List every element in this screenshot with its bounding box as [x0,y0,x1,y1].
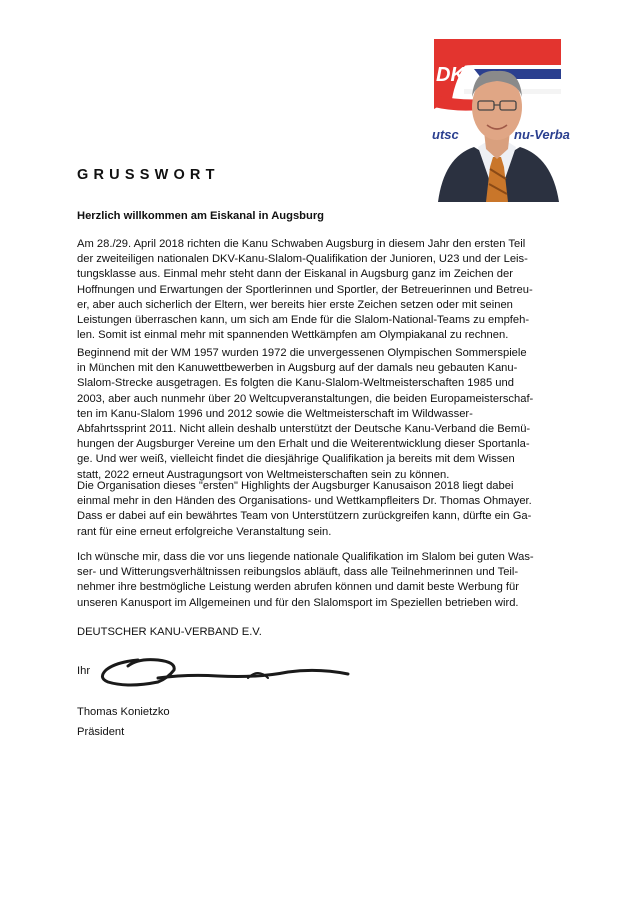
text-line: Hoffnungen und Erwartungen der Sportlerinnen und Sportler, der Betreuerinnen und Betreu- [77,283,533,296]
text-line: Abfahrtssprint 2011. Nicht allein deshalb unterstützt der Deutsche Kanu-Verband die Bemü- [77,423,531,436]
paragraph-3 [77,479,563,540]
text-line: einmal mehr in den Händen des Organisations- und Wettkampfleiters Dr. Thomas Ohmayer. [77,495,532,508]
portrait-photo [432,39,570,202]
signature-image [98,648,354,698]
text-line: Slalom-Strecke ausgetragen. Es folgten die Kanu-Slalom-Weltmeisterschaften 1985 und [77,377,514,390]
text-line: in München mit den Kanuwettbewerben in Augsburg auf der damals neu gebauten Kanu- [77,362,518,375]
text-line: Am 28./29. April 2018 richten die Kanu Schwaben Augsburg in diesem Jahr den ersten Teil [77,238,526,250]
text-line: tungsklasse aus. Einmal mehr steht dann der Eiskanal in Augsburg ganz im Zeichen der [77,268,513,281]
page-heading: GRUSSWORT [77,167,220,183]
text-line: er, aber auch sicherlich der Eltern, wer bereits hier erste Zeichen setzen oder mit seinen [77,298,513,311]
text-line: ser- und Witterungsverhältnissen reibungslos abläuft, dass alle Teilnehmerinnen und Teil- [77,566,519,579]
text-line: statt, 2022 erneut Austragungsort von Weltmeisterschaften sein zu können. [77,468,450,481]
paragraph-4 [77,550,563,611]
text-line: len. Somit ist einmal mehr mit spannenden Wettkämpfen am Olympiakanal zu rechnen. [77,329,509,342]
text-line: 2003, aber auch nunmehr über 20 Weltcupveranstaltungen, die beiden Europameisterschaf- [77,392,534,405]
text-line: Dass er dabei auf ein bewährtes Team von Unterstützern zurückgreifen kann, dürfte ein Ga- [77,510,532,523]
text-line: Beginnend mit der WM 1957 wurden 1972 die unvergessenen Olympischen Sommerspiele [77,347,527,359]
text-line: Die Organisation dieses "ersten" Highlights der Augsburger Kanusaison 2018 liegt dabei [77,480,514,492]
closing-word: Ihr [77,665,91,677]
paragraph-1 [77,237,563,343]
text-line: ten im Kanu-Slalom 1996 und 2012 sowie die Weltmeisterschaft im Wildwasser- [77,407,473,420]
text-line: hungen der Augsburger Vereine um den Erhalt und die Weiterentwicklung dieser Sportanla- [77,438,530,451]
text-line: rant für eine erneut erfolgreiche Veranstaltung sein. [77,525,332,538]
logo-text-top: DK [436,64,465,86]
text-line: nehmer ihre bestmögliche Leistung werden abrufen können und damit beste Werbung für [77,581,519,594]
text-line: Ich wünsche mir, dass die vor uns liegende nationale Qualifikation im Slalom bei guten Was- [77,551,534,563]
logo-text-right: nu-Verba [514,127,570,142]
signer-title: Präsident [77,726,125,738]
text-line: der zweiteiligen nationalen DKV-Kanu-Slalom-Qualifikation der Junioren, U23 und der Leis- [77,253,528,266]
logo-text-bottom: utsc [432,127,459,142]
text-line: Leistungen überraschen kann, um sich am Ende für die Slalom-National-Teams zu empfeh- [77,314,530,327]
signer-name: Thomas Konietzko [77,706,170,718]
greeting-heading: Herzlich willkommen am Eiskanal in Augsburg [77,210,325,222]
text-line: unseren Kanusport im Allgemeinen und für den Slalomsport im Speziellen betrieben wird. [77,596,519,609]
text-line: ge. Und wer weiß, vielleicht findet die diesjährige Qualifikation ja bereits mit dem Wissen [77,453,515,466]
organization-name: DEUTSCHER KANU-VERBAND E.V. [77,626,262,638]
paragraph-2 [77,346,563,483]
